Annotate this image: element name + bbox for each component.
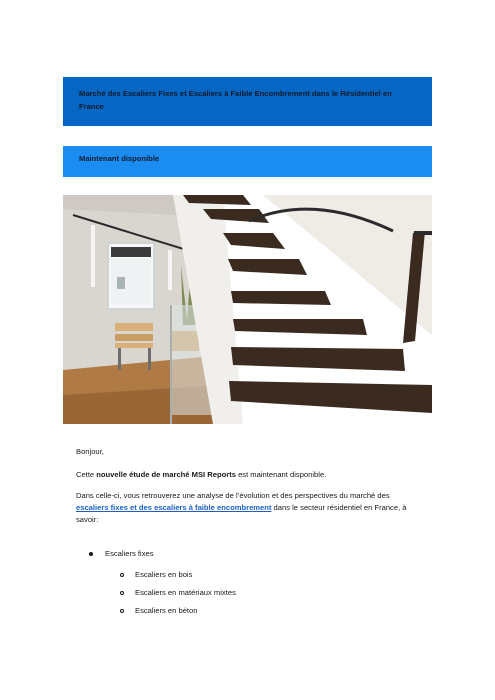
desc-prefix: Dans celle-ci, vous retrouverez une analyse de l’évolution et des perspectives du marché des <box>76 491 390 500</box>
circle-bullet-icon <box>120 591 124 595</box>
intro-study-name: nouvelle étude de marché MSI Reports <box>96 470 236 479</box>
subtitle-banner <box>63 146 432 177</box>
circle-bullet-icon <box>120 609 124 613</box>
title-banner <box>63 77 432 126</box>
desc-suffix: dans le secteur résidentiel en France, à savoir: <box>76 503 407 524</box>
list-item-label: Escaliers en matériaux mixtes <box>135 588 236 597</box>
list-item <box>120 588 236 597</box>
list-item <box>120 570 192 579</box>
intro-prefix: Cette <box>76 470 97 479</box>
bullet-icon <box>89 552 93 556</box>
page-title: Marché des Escaliers Fixes et Escaliers à Faible Encombrement dans le Résidentiel en France <box>79 89 392 111</box>
intro-paragraph <box>76 469 326 481</box>
list-item <box>120 606 197 615</box>
list-item-label: Escaliers en bois <box>135 570 193 579</box>
list-item-main <box>89 549 154 558</box>
market-link[interactable]: escaliers fixes et des escaliers à faible encombrement <box>76 503 272 512</box>
staircase-photo <box>63 195 432 424</box>
list-main-label: Escaliers fixes <box>105 549 154 558</box>
circle-bullet-icon <box>120 573 124 577</box>
availability-label: Maintenant disponible <box>79 154 160 163</box>
list-item-label: Escaliers en béton <box>135 606 198 615</box>
greeting-text: Bonjour, <box>76 447 104 456</box>
description-paragraph <box>76 490 418 526</box>
intro-suffix: est maintenant disponible. <box>235 470 327 479</box>
